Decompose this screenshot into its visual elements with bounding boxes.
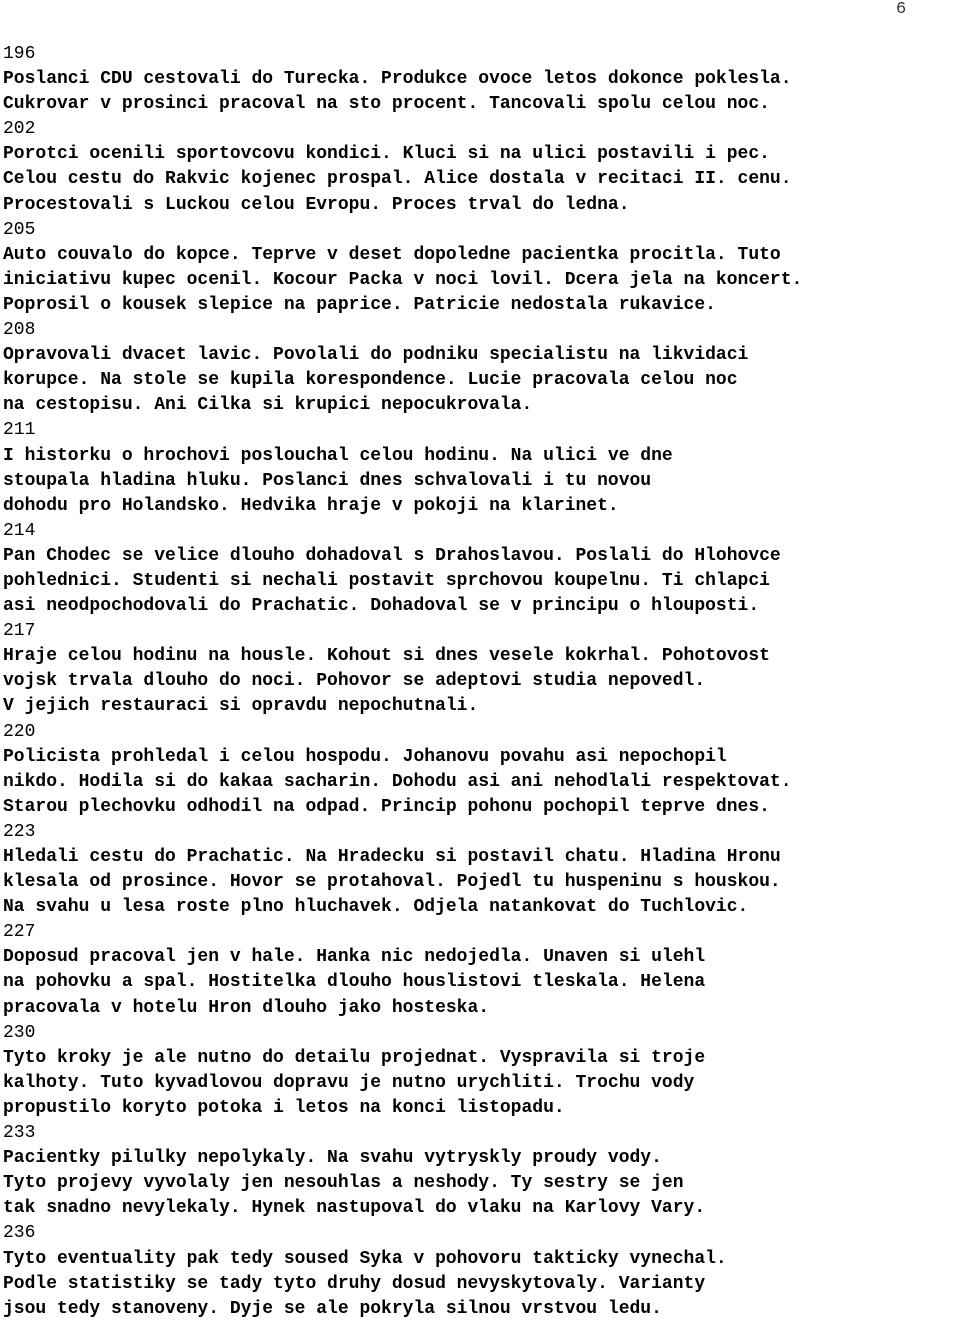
- text-line: Starou plechovku odhodil na odpad. Princip pohonu pochopil teprve dnes.: [3, 796, 770, 817]
- text-line: klesala od prosince. Hovor se protahoval. Pojedl tu huspeninu s houskou.: [3, 872, 781, 893]
- section-number: 230: [3, 1022, 36, 1043]
- text-line: na pohovku a spal. Hostitelka dlouho houslistovi tleskala. Helena: [3, 972, 706, 993]
- text-line: Policista prohledal i celou hospodu. Johanovu povahu asi nepochopil: [3, 746, 727, 767]
- text-line: iniciativu kupec ocenil. Kocour Packa v noci lovil. Dcera jela na koncert.: [3, 269, 803, 290]
- text-line: Doposud pracoval jen v hale. Hanka nic nedojedla. Unaven si ulehl: [3, 947, 706, 968]
- text-line: Tyto kroky je ale nutno do detailu projednat. Vyspravila si troje: [3, 1047, 706, 1068]
- section-number: 223: [3, 821, 36, 842]
- section-number: 220: [3, 721, 36, 742]
- text-line: Poprosil o kousek slepice na paprice. Patricie nedostala rukavice.: [3, 294, 716, 315]
- text-line: Auto couvalo do kopce. Teprve v deset dopoledne pacientka procitla. Tuto: [3, 244, 781, 265]
- text-line: I historku o hrochovi poslouchal celou hodinu. Na ulici ve dne: [3, 445, 673, 466]
- text-line: pohlednici. Studenti si nechali postavit sprchovou koupelnu. Ti chlapci: [3, 570, 770, 591]
- exercise-section-233: [3, 1121, 959, 1221]
- section-number: 211: [3, 420, 36, 441]
- exercise-section-214: [3, 519, 959, 619]
- exercise-section-211: [3, 418, 959, 518]
- text-line: jsou tedy stanoveny. Dyje se ale pokryla silnou vrstvou ledu.: [3, 1298, 662, 1319]
- section-number: 208: [3, 320, 36, 341]
- text-line: nikdo. Hodila si do kakaa sacharin. Dohodu asi ani nehodlali respektovat.: [3, 771, 792, 792]
- text-line: V jejich restauraci si opravdu nepochutnali.: [3, 696, 479, 717]
- text-line: Tyto projevy vyvolaly jen nesouhlas a neshody. Ty sestry se jen: [3, 1173, 684, 1194]
- text-line: stoupala hladina hluku. Poslanci dnes schvalovali i tu novou: [3, 470, 652, 491]
- exercise-section-236: [3, 1221, 959, 1321]
- text-line: Poslanci CDU cestovali do Turecka. Produkce ovoce letos dokonce poklesla.: [3, 69, 792, 90]
- section-number: 214: [3, 520, 36, 541]
- text-line: Cukrovar v prosinci pracoval na sto procent. Tancovali spolu celou noc.: [3, 94, 770, 115]
- exercise-section-196: [3, 42, 959, 117]
- exercise-section-217: [3, 619, 959, 719]
- section-number: 217: [3, 621, 36, 642]
- text-line: Opravovali dvacet lavic. Povolali do podniku specialistu na likvidaci: [3, 345, 749, 366]
- section-number: 236: [3, 1223, 36, 1244]
- page-number: 6: [896, 0, 907, 19]
- text-line: propustilo koryto potoka i letos na konci listopadu.: [3, 1097, 565, 1118]
- section-number: 202: [3, 119, 36, 140]
- text-line: Hledali cestu do Prachatic. Na Hradecku si postavil chatu. Hladina Hronu: [3, 847, 781, 867]
- section-number: 227: [3, 922, 36, 943]
- text-line: Tyto eventuality pak tedy soused Syka v pohovoru takticky vynechal.: [3, 1248, 727, 1269]
- text-line: tak snadno nevylekaly. Hynek nastupoval do vlaku na Karlovy Vary.: [3, 1198, 706, 1219]
- text-line: Pan Chodec se velice dlouho dohadoval s Drahoslavou. Poslali do Hlohovce: [3, 545, 781, 566]
- exercise-section-220: [3, 720, 959, 820]
- section-number: 233: [3, 1123, 36, 1144]
- exercise-section-227: [3, 920, 959, 1020]
- text-line: Pacientky pilulky nepolykaly. Na svahu vytryskly proudy vody.: [3, 1148, 662, 1169]
- exercise-section-208: [3, 318, 959, 418]
- text-line: Podle statistiky se tady tyto druhy dosud nevyskytovaly. Varianty: [3, 1273, 706, 1294]
- exercise-text: [3, 42, 959, 1322]
- section-number: 196: [3, 44, 36, 64]
- text-line: korupce. Na stole se kupila korespondence. Lucie pracovala celou noc: [3, 370, 738, 391]
- text-line: Celou cestu do Rakvic kojenec prospal. Alice dostala v recitaci II. cenu.: [3, 169, 792, 190]
- text-line: vojsk trvala dlouho do noci. Pohovor se adeptovi studia nepovedl.: [3, 671, 706, 692]
- text-line: Procestovali s Luckou celou Evropu. Proces trval do ledna.: [3, 194, 630, 215]
- section-number: 205: [3, 219, 36, 240]
- exercise-section-205: [3, 218, 959, 318]
- text-line: asi neodpochodovali do Prachatic. Dohadoval se v principu o hlouposti.: [3, 596, 760, 617]
- exercise-section-223: [3, 820, 959, 920]
- text-line: kalhoty. Tuto kyvadlovou dopravu je nutno urychliti. Trochu vody: [3, 1072, 695, 1093]
- text-line: Hraje celou hodinu na housle. Kohout si dnes vesele kokrhal. Pohotovost: [3, 646, 770, 667]
- text-line: dohodu pro Holandsko. Hedvika hraje v pokoji na klarinet.: [3, 495, 619, 516]
- text-line: Na svahu u lesa roste plno hluchavek. Odjela natankovat do Tuchlovic.: [3, 897, 749, 918]
- exercise-section-230: [3, 1021, 959, 1121]
- text-line: Porotci ocenili sportovcovu kondici. Kluci si na ulici postavili i pec.: [3, 144, 770, 165]
- exercise-section-202: [3, 117, 959, 217]
- text-line: na cestopisu. Ani Cilka si krupici nepocukrovala.: [3, 395, 533, 416]
- text-line: pracovala v hotelu Hron dlouho jako hosteska.: [3, 997, 490, 1018]
